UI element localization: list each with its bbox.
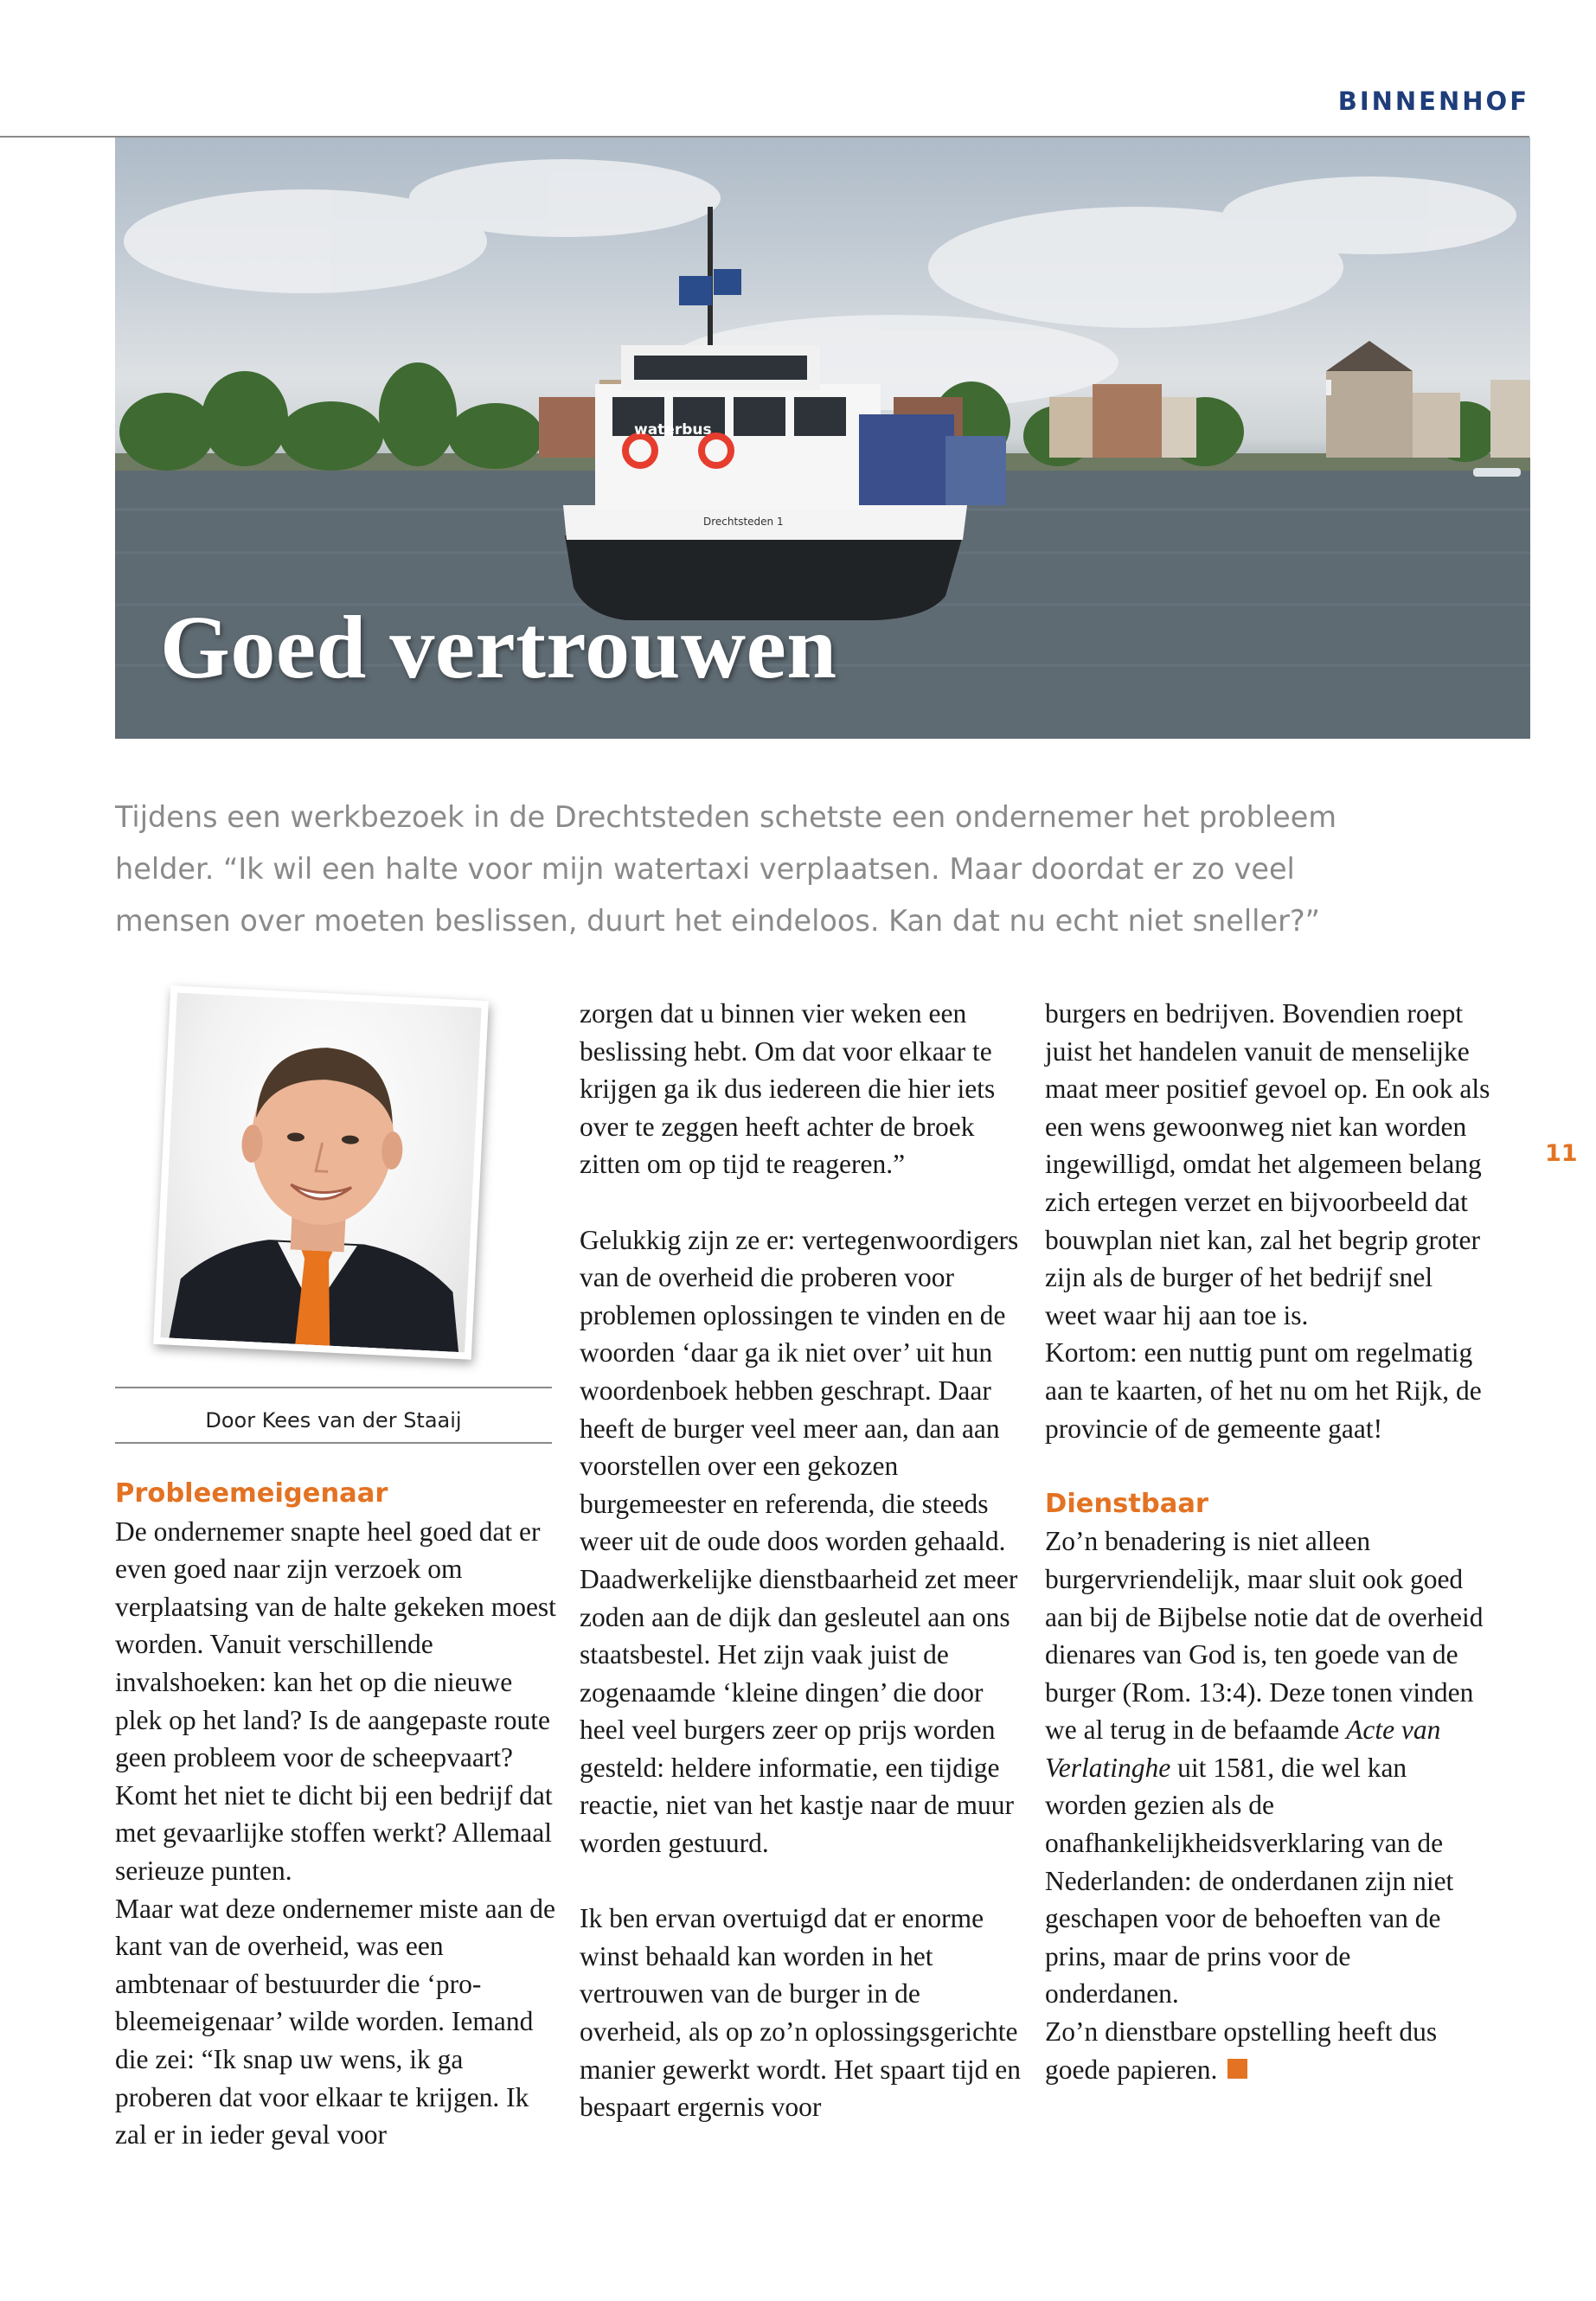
boat-brand-label: waterbus <box>634 421 712 439</box>
portrait-illustration <box>160 993 481 1353</box>
paragraph <box>1045 1522 1490 2013</box>
paragraph <box>1045 2013 1490 2088</box>
article-column-3 <box>1045 995 1490 2088</box>
article-column-1 <box>115 1475 561 2154</box>
byline-rule-bottom <box>115 1442 552 1444</box>
lead-paragraph: Tijdens een werkbezoek in de Drechtsteden schetste een ondernemer het probleem helder. “Ik wil een halte voor mijn watertaxi verplaatsen. Maar doordat er zo veel mensen over moeten beslissen, duurt het eindeloos. Kan dat nu echt niet sneller?” <box>115 800 1336 938</box>
byline-rule-top <box>115 1387 552 1388</box>
article-column-2 <box>580 995 1025 2126</box>
paragraph: Gelukkig zijn ze er: vertegenwoordigers van de overheid die proberen voor problemen oplossingen te vinden en de woorden ‘daar ga ik niet over’ uit hun woordenboek hebben geschrapt. Daar heeft de burger veel meer aan, dan aan voorstellen over een gekozen burgemeester en referenda, die steeds weer uit de oude doos worden gehaald. Daadwerkelijke dienstbaarheid zet meer zoden aan de dijk dan gesleutel aan ons staatsbestel. Het zijn vaak juist de zogenaamde ‘kleine dingen’ die door heel veel burgers zeer op prijs worden gesteld: heldere informatie, een tijdige reactie, niet van het kastje naar de muur worden gestuurd. <box>580 1224 1019 1859</box>
paragraph: Ik ben ervan overtuigd dat er enorme winst behaald kan worden in het vertrouwen van de burger in de overheid, als op zo’n oplossingsgerichte manier gewerkt wordt. Het spaart tijd en bespaart ergernis voor <box>580 1903 1021 2123</box>
boat-name-label: Drechtsteden 1 <box>703 516 784 528</box>
subheading-dienstbaar: Dienstbaar <box>1045 1488 1208 1519</box>
paragraph: Maar wat deze ondernemer miste aan de kant van de overheid, was een ambtenaar of bestuurder die ‘probleemeigenaar’ wilde worden. Iemand die zei: “Ik snap uw wens, ik ga proberen dat voor elkaar te krijgen. Ik zal er in ieder geval voor <box>115 1893 555 2150</box>
author-portrait <box>153 985 489 1359</box>
portrait-photo <box>160 993 481 1353</box>
paragraph: Kortom: een nuttig punt om regelmatig aan te kaarten, of het nu om het Rijk, de provincie of de gemeente gaat! <box>1045 1337 1482 1444</box>
byline: Door Kees van der Staaij <box>205 1408 462 1433</box>
paragraph: zorgen dat u binnen vier weken een beslissing hebt. Om dat voor elkaar te krijgen ga ik dus iedereen die hier iets over te zeggen heeft achter de broek zitten om op tijd te reageren.” <box>580 998 996 1180</box>
end-mark-square <box>1227 2059 1247 2079</box>
paragraph: burgers en bedrijven. Bovendien roept juist het handelen vanuit de menselijke maat meer positief gevoel op. En ook als een wens gewoonweg niet kan worden ingewilligd, omdat het algemeen belang zich ertegen verzet en bijvoorbeeld dat bouwplan niet kan, zal het begrip groter zijn als de burger of het bedrijf snel weet waar hij aan toe is. <box>1045 998 1490 1330</box>
paragraph: De ondernemer snapte heel goed dat er even goed naar zijn verzoek om verplaatsing van de halte gekeken moest worden. Vanuit verschillende invalshoeken: kan het op die nieuwe plek op het land? Is de aangepaste route geen probleem voor de scheepvaart? Komt het niet te dicht bij een bedrijf dat met gevaarlijke stoffen werkt? Allemaal serieuze punten. <box>115 1516 556 1886</box>
section-label: BINNENHOF <box>1337 87 1529 116</box>
subheading-probleemeigenaar: Probleemeigenaar <box>115 1478 388 1509</box>
hero-image <box>115 138 1530 739</box>
text-run: Zo’n benadering is niet alleen burgervriendelijk, maar sluit ook goed aan bij de Bijbelse notie dat de overheid dienares van God is, ten goede van de burger (Rom. 13:4). Deze tonen vinden we al terug in de befaamde <box>1045 1526 1484 1746</box>
italic-title: Acte van Verlatinghe <box>1045 1715 1441 1783</box>
text-run: uit 1581, die wel kan worden gezien als de onafhankelijkheidsverklaring van de Nederlanden: de onderdanen zijn niet geschapen voor de behoeften van de prins, maar de prins voor de onderdanen. <box>1045 1752 1454 2009</box>
text-run: Zo’n dienstbare opstelling heeft dus goede papieren. <box>1045 2016 1438 2085</box>
page-title: Goed vertrouwen <box>160 598 837 697</box>
page-number: 11 <box>1545 1140 1578 1167</box>
